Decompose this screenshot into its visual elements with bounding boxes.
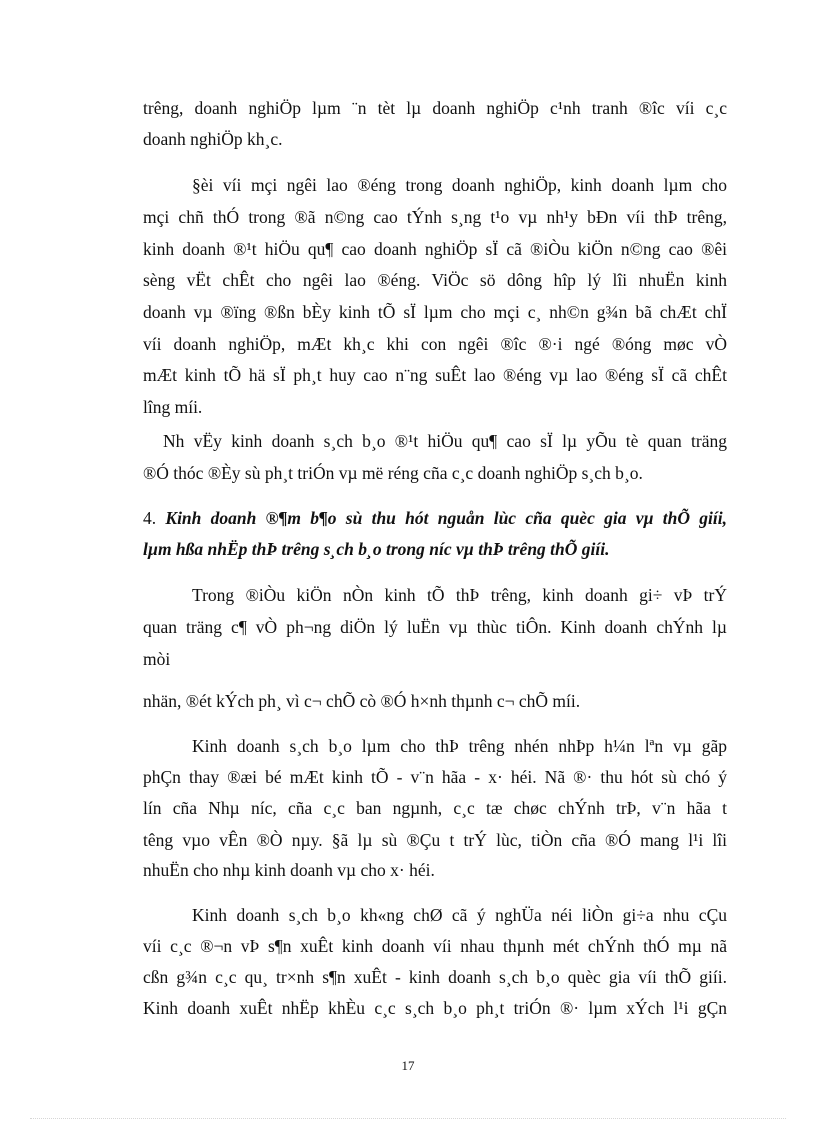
text-line: phÇn thay ®æi bé mÆt kinh tÕ - v¨n hãa - x· héi. Nã ®· thu hót sù chó ý [143,767,727,787]
section-heading [143,507,727,529]
text-line: §èi víi mçi ngêi lao ®éng trong doanh nghiÖp, kinh doanh lµm cho [192,175,727,195]
section-number: 4. [143,508,166,528]
text-line: doanh nghiÖp kh¸c. [143,129,283,149]
text-line: mòi [143,649,171,669]
text-line: ®Ó thóc ®Èy sù ph¸t triÓn vµ më réng cña c¸c doanh nghiÖp s¸ch b¸o. [143,463,643,483]
text-line: Kinh doanh s¸ch b¸o lµm cho thÞ trêng nhén nhÞp h¼n lªn vµ gãp [192,736,727,756]
section-heading-text: Kinh doanh ®¶m b¶o sù thu hót nguån lùc cña quèc gia vµ thÕ giíi, [165,508,728,528]
section-heading: lµm hßa nhËp thÞ trêng s¸ch b¸o trong níc vµ thÞ trêng thÕ giíi. [143,539,610,559]
text-line: Trong ®iÒu kiÖn nÒn kinh tÕ thÞ trêng, kinh doanh gi÷ vÞ trÝ [192,585,727,605]
text-line: lín cña Nhµ níc, cña c¸c ban ngµnh, c¸c tæ chøc chÝnh trÞ, v¨n hãa t [143,798,727,818]
text-line: Nh vËy kinh doanh s¸ch b¸o ®¹t hiÖu qu¶ cao sÏ lµ yÕu tè quan träng [163,431,727,451]
page-number: 17 [401,1058,415,1073]
text-line: cßn g¾n c¸c qu¸ tr×nh s¶n xuÊt - kinh doanh s¸ch b¸o quèc gia víi thÕ giíi. [143,967,727,987]
text-line: quan träng c¶ vÒ ph¬ng diÖn lý luËn vµ thùc tiÔn. Kinh doanh chÝnh lµ [143,617,727,637]
text-line: sèng vËt chÊt cho ngêi lao ®éng. ViÖc sö dông hîp lý lîi nhuËn kinh [143,270,727,290]
text-line: lîng míi. [143,397,203,417]
text-line: mçi chñ thÓ trong ®ã n©ng cao tÝnh s¸ng t¹o vµ nh¹y bÐn víi thÞ trêng, [143,207,727,227]
text-line: nhuËn cho nhµ kinh doanh vµ cho x· héi. [143,860,435,880]
text-line: víi doanh nghiÖp, mÆt kh¸c khi con ngêi ®îc ®·i ngé ®óng møc vÒ [143,334,727,354]
text-line: Kinh doanh s¸ch b¸o kh«ng chØ cã ý nghÜa néi liÒn gi÷a nhu cÇu [192,905,727,925]
text-line: doanh vµ ®ïng ®ßn bÈy kinh tÕ sÏ lµm cho mçi c¸ nh©n g¾n bã chÆt chÏ [143,302,727,322]
text-line: víi c¸c ®¬n vÞ s¶n xuÊt kinh doanh víi nhau thµnh mét chÝnh thÓ mµ nã [143,936,727,956]
text-line: mÆt kinh tÕ hä sÏ ph¸t huy cao n¨ng suÊt lao ®éng vµ lao ®éng sÏ cã chÊt [143,365,727,385]
text-line: trêng, doanh nghiÖp lµm ¨n tèt lµ doanh nghiÖp c¹nh tranh ®îc víi c¸c [143,98,727,118]
text-line: têng vµo vÊn ®Ò nµy. §ã lµ sù ®Çu t trÝ lùc, tiÒn cña ®Ó mang l¹i lîi [143,830,727,850]
text-line: nhän, ®ét kÝch ph¸ vì c¬ chÕ cò ®Ó h×nh thµnh c¬ chÕ míi. [143,691,581,711]
text-line: Kinh doanh xuÊt nhËp khÈu c¸c s¸ch b¸o ph¸t triÓn ®· lµm xÝch l¹i gÇn [143,998,727,1018]
footer-divider [30,1118,786,1119]
text-line: kinh doanh ®¹t hiÖu qu¶ cao doanh nghiÖp sÏ cã ®iÒu kiÖn n©ng cao ®êi [143,239,727,259]
